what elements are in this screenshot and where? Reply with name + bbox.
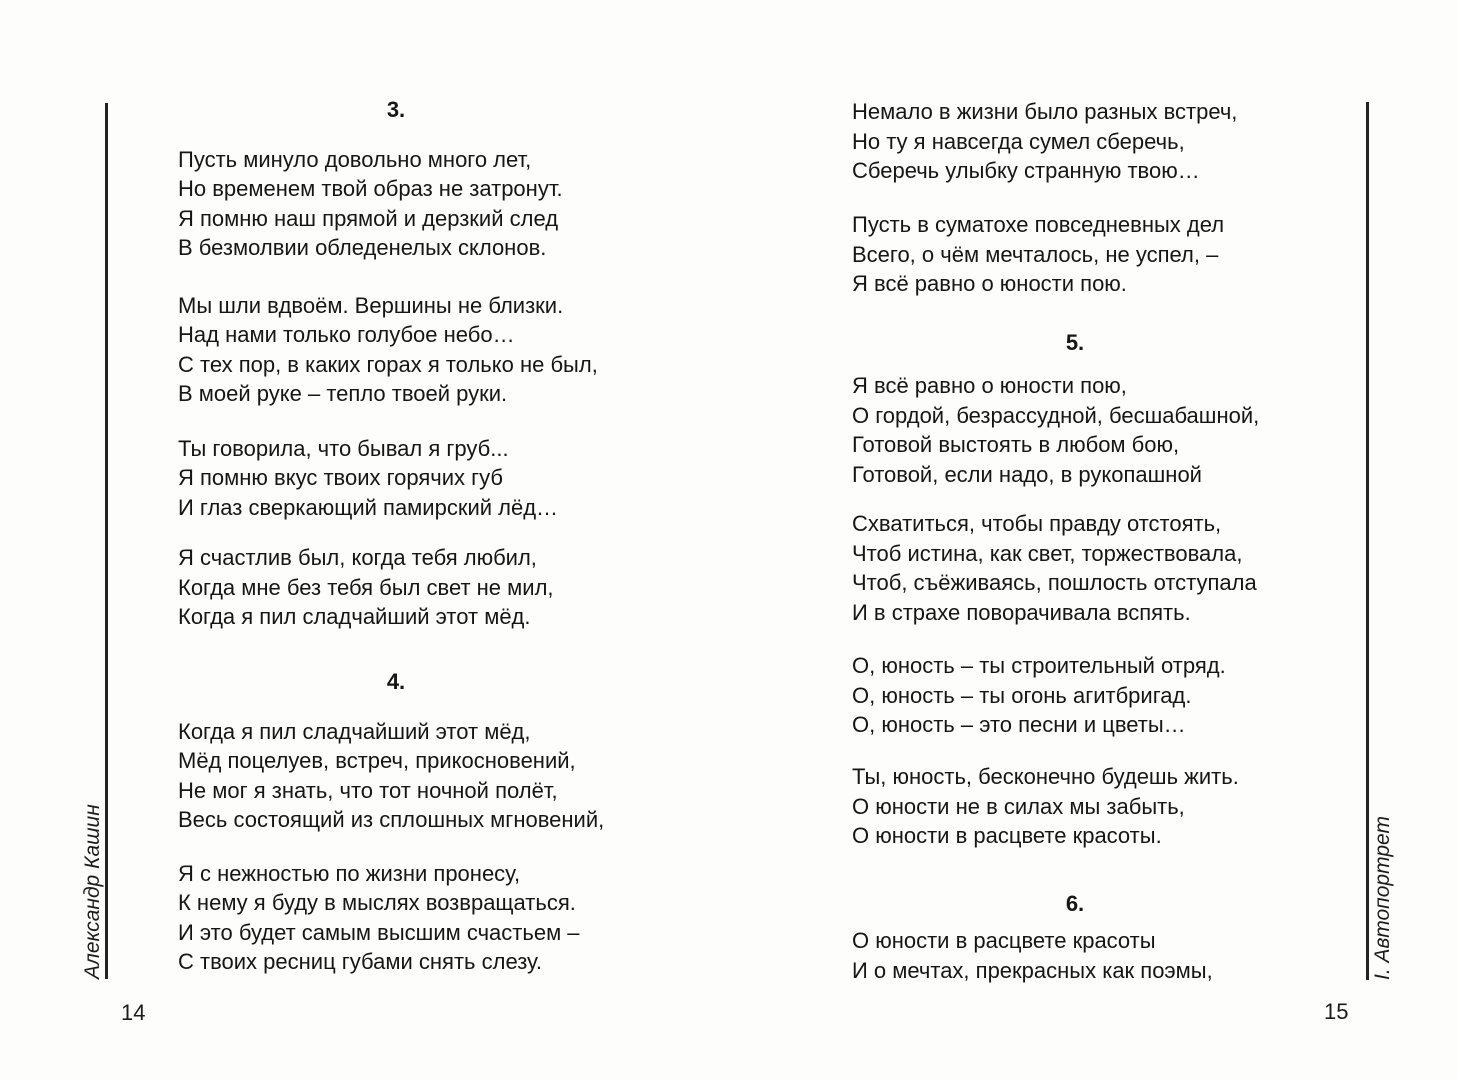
poem-line: Схватиться, чтобы правду отстоять, (852, 511, 1222, 536)
poem-line: Пусть минуло довольно много лет, (178, 146, 532, 172)
poem-line: С твоих ресниц губами снять слезу. (178, 949, 542, 974)
poem-line: И глаз сверкающий памирский лёд… (178, 494, 559, 520)
poem-heading-6: 6. (1065, 891, 1085, 916)
right-page-number: 15 (1324, 999, 1349, 1024)
poem-line: Когда мне без тебя был свет не мил, (178, 574, 554, 600)
poem-line: Над нами только голубое небо… (178, 322, 515, 347)
poem-line: Ты, юность, бесконечно будешь жить. (852, 764, 1239, 789)
stanza (852, 97, 1298, 186)
poem-line: Мёд поцелуев, встреч, прикосновений, (178, 748, 576, 773)
poem-line: Пусть в суматохе повседневных дел (852, 212, 1225, 237)
poem-heading-5: 5. (1065, 329, 1085, 355)
poem-line: Я с нежностью по жизни пронесу, (178, 860, 521, 886)
stanza (852, 926, 1298, 985)
poem-line: К нему я буду в мыслях возвращаться. (178, 890, 576, 915)
right-page-text-column (852, 97, 1298, 985)
stanza (178, 434, 614, 523)
poem-line: Чтоб истина, как свет, торжествовала, (852, 540, 1243, 566)
poem-line: Когда я пил сладчайший этот мёд. (178, 604, 531, 629)
stanza (178, 145, 614, 263)
poem-line: Я всё равно о юности пою. (852, 271, 1127, 296)
poem-line: О, юность – ты строительный отряд. (852, 653, 1226, 678)
poem-line: О, юность – это песни и цветы… (852, 712, 1186, 737)
poem-line: Немало в жизни было разных встреч, (852, 99, 1238, 124)
poem-line: И это будет самым высшим счастьем – (178, 919, 580, 945)
poem-line: Не мог я знать, что тот ночной полёт, (178, 777, 558, 803)
poem-line: О юности не в силах мы забыть, (852, 793, 1185, 819)
stanza (178, 543, 614, 632)
poem-line: И о мечтах, прекрасных как поэмы, (852, 957, 1213, 983)
stanza (178, 291, 614, 409)
left-margin-author-label: Александр Кашин (81, 804, 104, 979)
poem-line: Мы шли вдвоём. Вершины не близки. (178, 292, 564, 318)
stanza (852, 210, 1298, 299)
poem-line: Ты говорила, что бывал я груб... (178, 435, 509, 461)
poem-line: Я всё равно о юности пою, (852, 373, 1127, 398)
poem-line: О юности в расцвете красоты (852, 928, 1156, 953)
right-margin-section-label: I. Автопортрет (1371, 816, 1394, 980)
stanza (852, 651, 1298, 740)
poem-heading-3: 3. (386, 97, 406, 122)
poem-line: Я помню наш прямой и дерзкий след (178, 205, 559, 231)
poem-heading-4: 4. (386, 669, 406, 694)
poem-line: Готовой выстоять в любом бою, (852, 432, 1180, 457)
poem-line: О, юность – ты огонь агитбригад. (852, 682, 1192, 708)
poem-line: Всего, о чём мечталось, не успел, – (852, 241, 1219, 267)
left-page-number: 14 (121, 1000, 146, 1025)
poem-line: Когда я пил сладчайший этот мёд, (178, 718, 531, 744)
poem-line: Я помню вкус твоих горячих губ (178, 465, 504, 490)
left-page-text-column (178, 95, 614, 977)
poem-line: И в страхе поворачивала вспять. (852, 599, 1191, 625)
stanza (852, 509, 1298, 627)
poem-line: С тех пор, в каких горах я только не был, (178, 351, 598, 377)
poem-line: Сберечь улыбку странную твою… (852, 158, 1200, 183)
right-page-margin-rule (1366, 102, 1369, 980)
poem-line: Чтоб, съёживаясь, пошлость отступала (852, 570, 1257, 595)
stanza (178, 717, 614, 835)
left-page-margin-rule (105, 103, 108, 979)
poem-line: Но временем твой образ не затронут. (178, 176, 563, 201)
poem-line: О юности в расцвете красоты. (852, 823, 1162, 848)
stanza (178, 859, 614, 977)
poem-line: Весь состоящий из сплошных мгновений, (178, 807, 605, 832)
poem-line: О гордой, безрассудной, бесшабашной, (852, 402, 1260, 428)
poem-line: Я счастлив был, когда тебя любил, (178, 545, 537, 570)
poem-line: Но ту я навсегда сумел сберечь, (852, 128, 1185, 154)
stanza (852, 762, 1298, 851)
poem-line: Готовой, если надо, в рукопашной (852, 461, 1202, 487)
poem-line: В безмолвии обледенелых склонов. (178, 235, 547, 260)
stanza (852, 371, 1298, 489)
poem-line: В моей руке – тепло твоей руки. (178, 381, 508, 406)
